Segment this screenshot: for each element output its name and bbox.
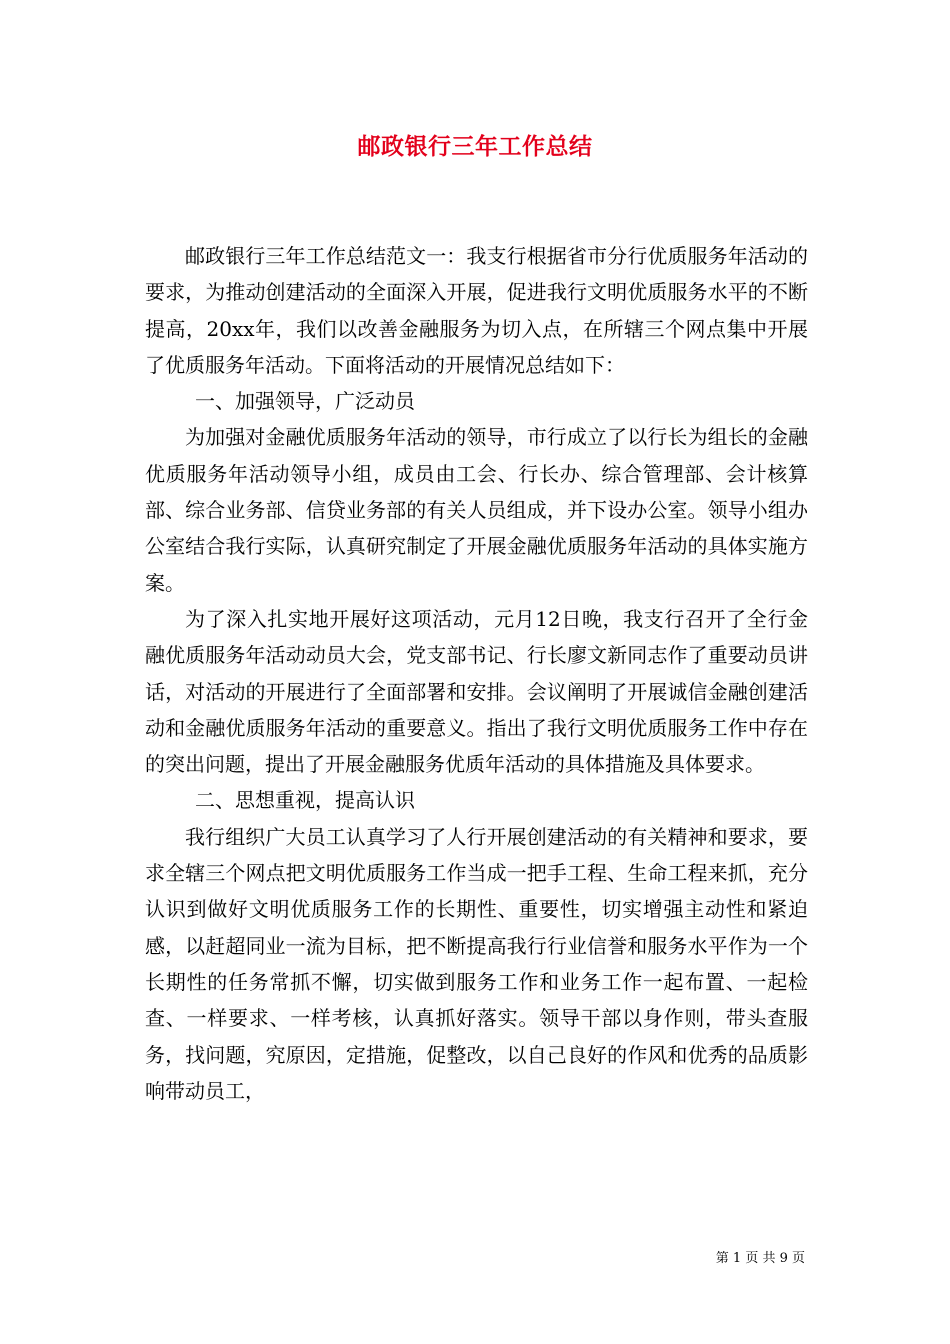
paragraph-leadership: 为加强对金融优质服务年活动的领导，市行成立了以行长为组长的金融优质服务年活动领导小组，成员由工会、行长办、综合管理部、会计核算部、综合业务部、信贷业务部的有关人员组成，并下设办公室。领导小组办公室结合我行实际，认真研究制定了开展金融优质服务年活动的具体实施方案。: [145, 425, 808, 595]
paragraph-intro: 邮政银行三年工作总结范文一：我支行根据省市分行优质服务年活动的要求，为推动创建活动的全面深入开展，促进我行文明优质服务水平的不断提高，20xx年，我们以改善金融服务为切入点，在所辖三个网点集中开展了优质服务年活动。下面将活动的开展情况总结如下：: [145, 244, 808, 377]
section-heading-1: 一、加强领导，广泛动员: [195, 389, 415, 414]
section-heading-2: 二、思想重视，提高认识: [195, 788, 415, 813]
document-body: [145, 238, 808, 1109]
paragraph-awareness: 我行组织广大员工认真学习了人行开展创建活动的有关精神和要求，要求全辖三个网点把文明优质服务工作当成一把手工程、生命工程来抓，充分认识到做好文明优质服务工作的长期性、重要性，切实增强主动性和紧迫感，以赶超同业一流为目标，把不断提高我行行业信誉和服务水平作为一个长期性的任务常抓不懈，切实做到服务工作和业务工作一起布置、一起检查、一样要求、一样考核，认真抓好落实。领导干部以身作则，带头查服务，找问题，究原因，定措施，促整改，以自己良好的作风和优秀的品质影响带动员工，: [145, 824, 808, 1103]
document-title: 邮政银行三年工作总结: [357, 133, 593, 160]
paragraph-mobilization: 为了深入扎实地开展好这项活动，元月12日晚，我支行召开了全行金融优质服务年活动动员大会，党支部书记、行长廖文新同志作了重要动员讲话，对活动的开展进行了全面部署和安排。会议阐明了开展诚信金融创建活动和金融优质服务年活动的重要意义。指出了我行文明优质服务工作中存在的突出问题，提出了开展金融服务优质年活动的具体措施及具体要求。: [145, 606, 808, 777]
page-number: 第 1 页 共 9 页: [715, 1251, 805, 1266]
